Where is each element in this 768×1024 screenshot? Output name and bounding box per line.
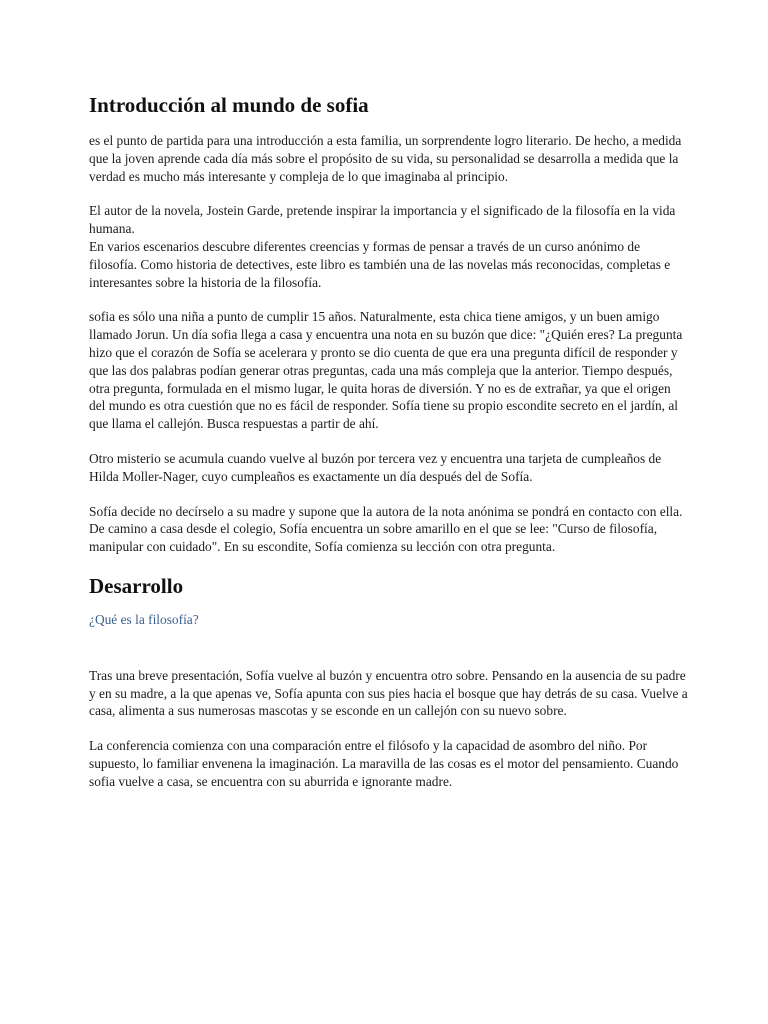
intro-paragraph-3: En varios escenarios descubre diferentes creencias y formas de pensar a través de un curso anónimo de filosofía. Como historia de detectives, este libro es también una de las novelas más reconocidas, completas e interesantes sobre la historia de la filosofía. [89,238,671,290]
intro-paragraph-5: Otro misterio se acumula cuando vuelve al buzón por tercera vez y encuentra una tarjeta de cumpleaños de Hilda Moller-Nager, cuyo cumpleaños es exactamente un día después del de Sofía. [89,450,662,484]
section-subhead-link[interactable]: ¿Qué es la filosofía? [89,611,199,627]
section-paragraph-2: La conferencia comienza con una comparación entre el filósofo y la capacidad de asombro del niño. Por supuesto, lo familiar envenena la imaginación. La maravilla de las cosas es el motor del pensamiento. Cuando sofia vuelve a casa, se encuentra con su aburrida e ignorante madre. [89,738,679,789]
document-page [89,92,689,808]
page-title: Introducción al mundo de sofia [89,93,369,117]
section-paragraph-1: Tras una breve presentación, Sofía vuelve al buzón y encuentra otro sobre. Pensando en la ausencia de su padre y en su madre, a la que apenas ve, Sofía apunta con sus pies hacia el bosque que hay detrás de su casa. Vuelve a casa, alimenta a sus numerosas mascotas y se esconde en un callejón con su nuevo sobre. [89,667,688,719]
intro-paragraph-2: El autor de la novela, Jostein Garde, pretende inspirar la importancia y el significado de la filosofía en la vida humana. [89,203,676,237]
intro-paragraph-6: Sofía decide no decírselo a su madre y supone que la autora de la nota anónima se pondrá en contacto con ella. De camino a casa desde el colegio, Sofía encuentra un sobre amarillo en el que se lee: "Curso de filosofía, manipular con cuidado". En su escondite, Sofía comienza su lección con otra pregunta. [89,503,683,555]
section-title-desarrollo: Desarrollo [89,573,184,598]
intro-paragraph-1: es el punto de partida para una introducción a esta familia, un sorprendente logro literario. De hecho, a medida que la joven aprende cada día más sobre el propósito de su vida, su personalidad se desarrolla a medida que la verdad es mucho más interesante y compleja de lo que imaginaba al principio. [89,133,682,184]
intro-paragraph-4: sofia es sólo una niña a punto de cumplir 15 años. Naturalmente, esta chica tiene amigos, y un buen amigo llamado Jorun. Un día sofia llega a casa y encuentra una nota en su buzón que dice: "¿Quién eres? La pregunta hizo que el corazón de Sofía se acelerara y pronto se dio cuenta de que era una pregunta difícil de responder y que las dos palabras podían generar otras preguntas, cada una más compleja que la anterior. Tiempo después, otra pregunta, formulada en el mismo lugar, le quita horas de diversión. Y no es de extrañar, ya que el origen del mundo es otra cuestión que no es fácil de responder. Sofía tiene su propio escondite secreto en el jardín, al que llama el callejón. Busca respuestas a partir de ahí. [89,309,683,432]
